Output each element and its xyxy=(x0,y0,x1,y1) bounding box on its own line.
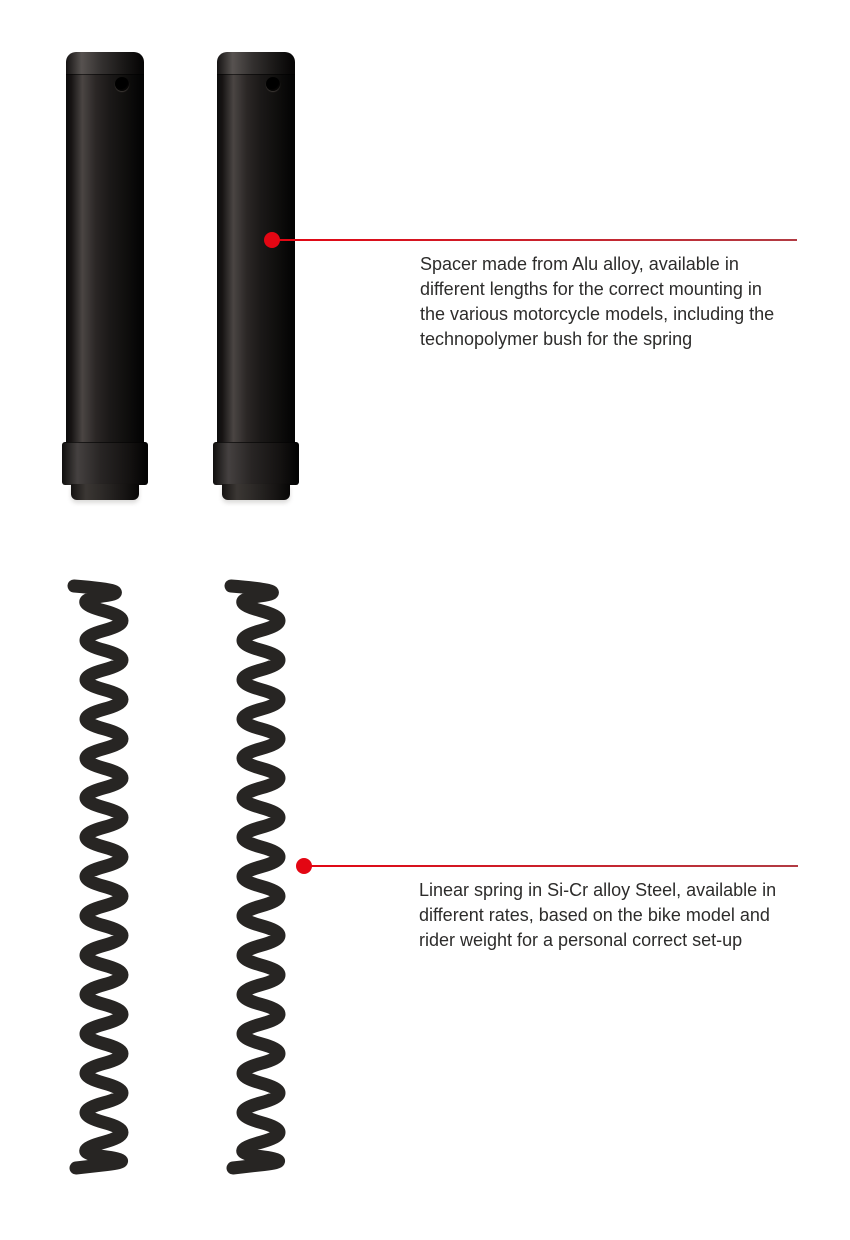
spacer-tube-left xyxy=(66,52,144,500)
spring-coil xyxy=(74,586,122,1168)
spacer-ring xyxy=(222,484,290,500)
fork-spring-left xyxy=(57,576,151,1180)
spacer-hole xyxy=(115,77,129,91)
spacer-body xyxy=(217,74,295,445)
spacer-cap xyxy=(66,52,144,76)
spring-callout-dot xyxy=(296,858,312,874)
spacer-hole xyxy=(266,77,280,91)
caption-line: technopolymer bush for the spring xyxy=(420,329,693,349)
fork-spring-right xyxy=(214,576,308,1180)
spacer-collar xyxy=(62,442,148,485)
caption-line: Linear spring in Si-Cr alloy Steel, available in xyxy=(419,880,777,900)
caption-line: different lengths for the correct mounting in xyxy=(420,279,762,299)
caption-line: different rates, based on the bike model and xyxy=(419,905,770,925)
caption-line: the various motorcycle models, including the xyxy=(420,304,775,324)
spring-coil xyxy=(231,586,279,1168)
caption-line: Spacer made from Alu alloy, available in xyxy=(420,254,739,274)
spacer-cap xyxy=(217,52,295,76)
spacer-body xyxy=(66,74,144,445)
spacer-callout-dot xyxy=(264,232,280,248)
spacer-collar xyxy=(213,442,299,485)
spacer-callout-line xyxy=(272,239,797,241)
spring-caption xyxy=(419,878,776,953)
spacer-caption xyxy=(420,252,774,352)
spacer-ring xyxy=(71,484,139,500)
spacer-tube-right xyxy=(217,52,295,500)
spring-callout-line xyxy=(304,865,798,867)
caption-line: rider weight for a personal correct set-up xyxy=(419,930,743,950)
